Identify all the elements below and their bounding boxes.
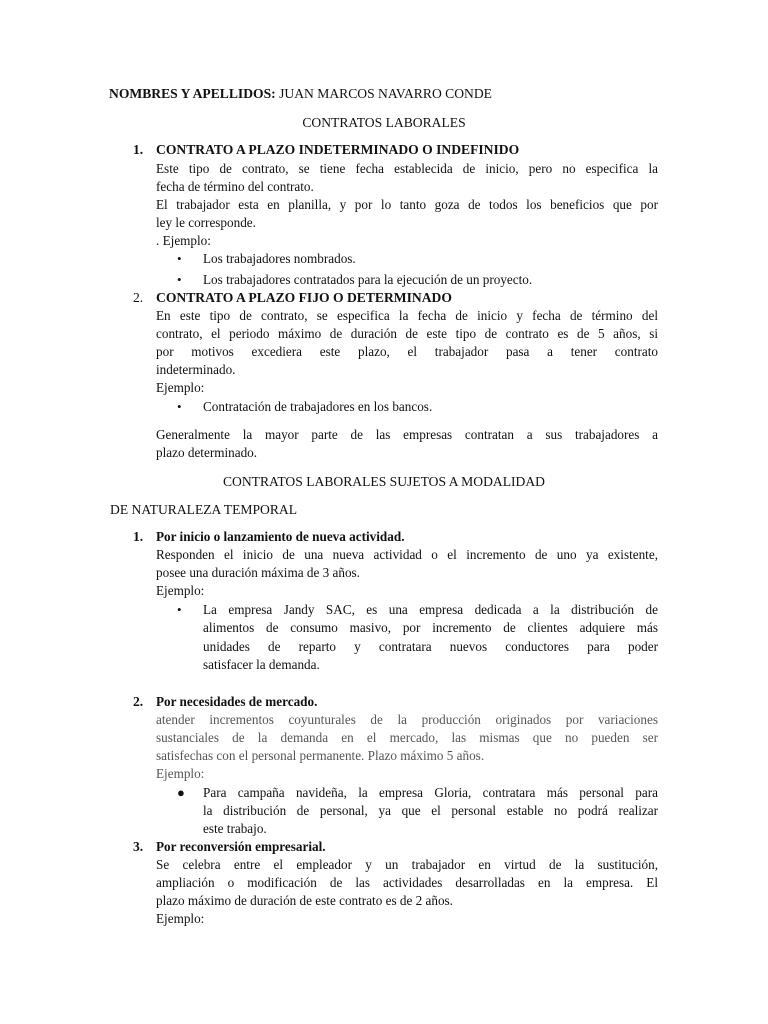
bullet-dot: • — [177, 399, 182, 414]
paragraph-line: Responden el inicio de una nueva actividad o el incremento de uno ya existente, — [156, 547, 658, 562]
bullet-text: Los trabajadores contratados para la ejecución de un proyecto. — [203, 272, 533, 287]
heading-plazo-indeterminado: CONTRATO A PLAZO INDETERMINADO O INDEFINIDO — [156, 142, 520, 157]
paragraph-line: plazo máximo de duración de este contrato es de 2 años. — [156, 893, 453, 908]
bullet-text: La empresa Jandy SAC, es una empresa dedicada a la distribución de — [203, 602, 658, 617]
heading-necesidades-mercado: Por necesidades de mercado. — [156, 694, 318, 709]
paragraph-line: contrato, el periodo máximo de duración de este tipo de contrato es de 5 años, si — [156, 326, 658, 341]
bullet-text: Los trabajadores nombrados. — [203, 251, 356, 266]
paragraph-line: indeterminado. — [156, 362, 236, 377]
bullet-text: alimentos de consumo masivo, por incremento de clientes adquiere más — [203, 620, 658, 635]
bullet-dot: • — [177, 272, 182, 287]
example-label: Ejemplo: — [156, 583, 205, 598]
paragraph-line: posee una duración máxima de 3 años. — [156, 565, 360, 580]
example-label: Ejemplo: — [156, 380, 205, 395]
section-subtitle-naturaleza-temporal: DE NATURALEZA TEMPORAL — [110, 502, 298, 517]
paragraph-line: Este tipo de contrato, se tiene fecha establecida de inicio, pero no especifica la — [156, 161, 658, 176]
student-name: JUAN MARCOS NAVARRO CONDE — [279, 86, 492, 101]
heading-nueva-actividad: Por inicio o lanzamiento de nueva actividad. — [156, 529, 405, 544]
heading-plazo-fijo: CONTRATO A PLAZO FIJO O DETERMINADO — [156, 290, 452, 305]
paragraph-line: satisfechas con el personal permanente. Plazo máximo 5 años. — [156, 748, 485, 763]
bullet-dot: • — [177, 251, 182, 266]
name-label: NOMBRES Y APELLIDOS: — [109, 86, 276, 101]
paragraph-line: En este tipo de contrato, se especifica la fecha de inicio y fecha de término del — [156, 308, 658, 323]
bullet-text: la distribución de personal, ya que el personal estable no podrá realizar — [203, 803, 658, 818]
paragraph-line: ampliación o modificación de las actividades desarrolladas en la empresa. El — [156, 875, 658, 890]
paragraph-line: sustanciales de la demanda en el mercado, las mismas que no pueden ser — [156, 730, 658, 745]
heading-reconversion-empresarial: Por reconversión empresarial. — [156, 839, 326, 854]
section-title-modalidad: CONTRATOS LABORALES SUJETOS A MODALIDAD — [222, 474, 545, 489]
example-label: Ejemplo: — [156, 766, 205, 781]
paragraph-line: plazo determinado. — [156, 445, 258, 460]
paragraph-line: por motivos excediera este plazo, el trabajador pasa a tener contrato — [156, 344, 658, 359]
bullet-text: unidades de reparto y contratara nuevos conductores para poder — [203, 639, 658, 654]
item-number: 1. — [133, 142, 144, 157]
paragraph-line: Se celebra entre el empleador y un trabajador en virtud de la sustitución, — [156, 857, 658, 872]
item-number: 3. — [133, 839, 144, 854]
item-number: 1. — [133, 529, 144, 544]
bullet-text: satisfacer la demanda. — [203, 657, 320, 672]
example-label: . Ejemplo: — [156, 233, 211, 248]
example-label: Ejemplo: — [156, 911, 205, 926]
bullet-text: este trabajo. — [203, 821, 267, 836]
paragraph-line: Generalmente la mayor parte de las empresas contratan a sus trabajadores a — [156, 427, 658, 442]
paragraph-line: El trabajador esta en planilla, y por lo tanto goza de todos los beneficios que por — [156, 197, 658, 212]
bullet-dot: ● — [177, 785, 185, 800]
item-number: 2. — [133, 290, 144, 305]
bullet-text: Contratación de trabajadores en los bancos. — [203, 399, 433, 414]
student-name-line — [109, 85, 492, 103]
item-number: 2. — [133, 694, 144, 709]
section-title-contratos-laborales: CONTRATOS LABORALES — [302, 115, 466, 130]
paragraph-line: atender incrementos coyunturales de la producción originados por variaciones — [156, 712, 658, 727]
bullet-dot: • — [177, 602, 182, 617]
paragraph-line: fecha de término del contrato. — [156, 179, 314, 194]
bullet-text: Para campaña navideña, la empresa Gloria, contratara más personal para — [203, 785, 658, 800]
paragraph-line: ley le corresponde. — [156, 215, 256, 230]
